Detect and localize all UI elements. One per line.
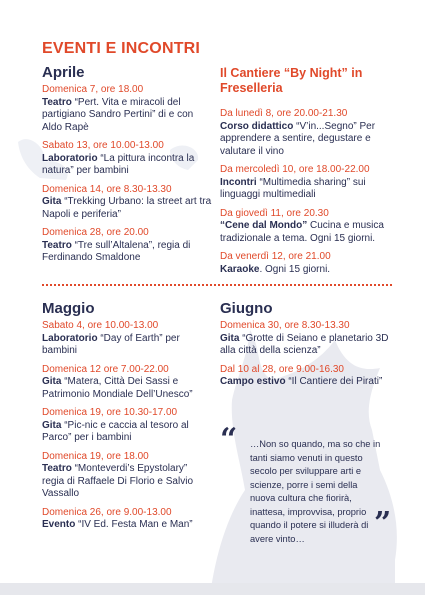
open-quote-mark: “ — [220, 422, 238, 457]
month-title-giugno: Giugno — [220, 300, 273, 317]
event-entry — [220, 320, 390, 358]
event-text: “Pert. Vita e miracoli del partigiano Sandro Pertini” di e con Aldo Rapè — [42, 96, 194, 133]
event-date: Domenica 19, ore 10.30-17.00 — [42, 407, 178, 418]
event-entry — [42, 507, 212, 532]
divider-dots — [42, 284, 392, 286]
event-date: Da lunedì 8, ore 20.00-21.30 — [220, 108, 348, 119]
event-text: “Tre sull’Altalena”, regia di Ferdinando Smaldone — [42, 239, 191, 263]
event-entry — [220, 364, 390, 389]
event-kind: Gita — [220, 332, 240, 344]
event-date: Domenica 19, ore 18.00 — [42, 450, 149, 462]
event-date: Domenica 26, ore 9.00-13.00 — [42, 506, 172, 518]
event-date: Domenica 14, ore 8.30-13.30 — [42, 183, 172, 195]
event-description — [220, 264, 390, 277]
event-text: “Grotte di Seiano e planetario 3D alla città della scienza” — [220, 332, 389, 356]
event-entry — [220, 251, 390, 276]
event-text: “Multimedia sharing” sui linguaggi multimediali — [220, 176, 366, 200]
event-description — [42, 519, 212, 532]
giugno-column — [220, 300, 390, 395]
event-date: Domenica 12 ore 7.00-22.00 — [42, 363, 169, 375]
close-quote-mark: ” — [374, 506, 392, 541]
cantiere-column — [220, 66, 390, 282]
event-date: Domenica 30, ore 8.30-13.30 — [220, 320, 350, 331]
cantiere-event-list — [220, 108, 390, 276]
event-text: “Monteverdi’s Epystolary” regia di Raffaele Di Florio e Salvio Vassallo — [42, 463, 194, 499]
event-text: “Trekking Urbano: la street art tra Napoli e periferia” — [42, 196, 212, 220]
event-entry — [42, 451, 212, 501]
giugno-event-list — [220, 320, 390, 389]
event-description — [220, 376, 390, 389]
event-text: “Day of Earth” per bambini — [42, 332, 180, 356]
event-description — [42, 420, 212, 445]
event-description — [220, 121, 390, 159]
event-text: “Pic-nic e caccia al tesoro al Parco” per i bambini — [42, 419, 189, 443]
event-description — [220, 220, 390, 245]
quote-text: …Non so quando, ma so che in tanti siamo venuti in questo secolo per sviluppare arti e scienze, porre i semi della nuova cultura che fiorirà, inattesa, improvvisa, proprio quando il potere si illuderà di avere vinto… — [250, 439, 381, 544]
event-kind: Gita — [42, 196, 62, 207]
event-text: Cucina e musica tradizionale a tema. Ogni 15 giorni. — [220, 220, 384, 244]
event-kind: Teatro — [42, 239, 72, 251]
event-description — [42, 196, 212, 221]
event-text: . Ogni 15 giorni. — [259, 263, 331, 275]
event-text: “Il Cantiere dei Pirati” — [285, 376, 383, 387]
event-text: “Matera, Città Dei Sassi e Patrimonio Mondiale Dell’Unesco” — [42, 376, 193, 400]
event-kind: Gita — [42, 376, 62, 387]
event-kind: “Cene dal Mondo” — [220, 220, 308, 231]
event-description — [42, 376, 212, 401]
event-text: “V’in...Segno” Per apprendere a sentire, degustare e valutare il vino — [220, 120, 376, 157]
aprile-event-list — [42, 84, 212, 265]
event-date: Sabato 4, ore 10.00-13.00 — [42, 320, 159, 331]
aprile-column — [42, 64, 212, 271]
maggio-column — [42, 300, 212, 538]
event-entry — [42, 227, 212, 265]
event-date: Domenica 7, ore 18.00 — [42, 84, 144, 95]
event-description — [220, 333, 390, 358]
event-entry — [42, 320, 212, 358]
event-kind: Campo estivo — [220, 376, 286, 387]
event-entry — [42, 140, 212, 178]
event-date: Da giovedì 11, ore 20.30 — [220, 207, 329, 219]
event-description — [220, 177, 390, 202]
event-description — [42, 97, 212, 135]
event-text: “IV Ed. Festa Man e Man” — [75, 519, 193, 530]
event-kind: Incontri — [220, 176, 257, 188]
event-date: Da venerdì 12, ore 21.00 — [220, 251, 331, 262]
event-kind: Gita — [42, 419, 62, 431]
event-description — [42, 463, 212, 501]
event-text: “La pittura incontra la natura” per bambini — [42, 152, 195, 176]
event-kind: Karaoke — [220, 263, 260, 275]
event-kind: Laboratorio — [42, 332, 98, 344]
event-description — [42, 240, 212, 265]
event-description — [42, 153, 212, 178]
event-date: Domenica 28, ore 20.00 — [42, 227, 149, 238]
event-kind: Corso didattico — [220, 120, 294, 132]
event-date: Sabato 13, ore 10.00-13.00 — [42, 140, 164, 151]
section-heading: EVENTI E INCONTRI — [42, 40, 201, 57]
event-entry — [220, 164, 390, 202]
month-title-aprile: Aprile — [42, 64, 85, 81]
event-kind: Teatro — [42, 463, 72, 474]
event-entry — [220, 208, 390, 246]
cantiere-title: Il Cantiere “By Night” in Freselleria — [220, 66, 363, 95]
event-entry — [42, 184, 212, 222]
event-entry — [42, 84, 212, 134]
maggio-event-list — [42, 320, 212, 532]
event-date: Da mercoledì 10, ore 18.00-22.00 — [220, 164, 370, 175]
event-entry — [42, 364, 212, 402]
footer-band — [0, 583, 425, 595]
event-entry — [42, 407, 212, 445]
event-kind: Laboratorio — [42, 152, 98, 164]
event-entry — [220, 108, 390, 158]
event-date: Dal 10 al 28, ore 9.00-16.30 — [220, 363, 344, 375]
event-kind: Teatro — [42, 96, 72, 108]
month-title-maggio: Maggio — [42, 300, 95, 317]
event-description — [42, 333, 212, 358]
event-kind: Evento — [42, 519, 76, 530]
